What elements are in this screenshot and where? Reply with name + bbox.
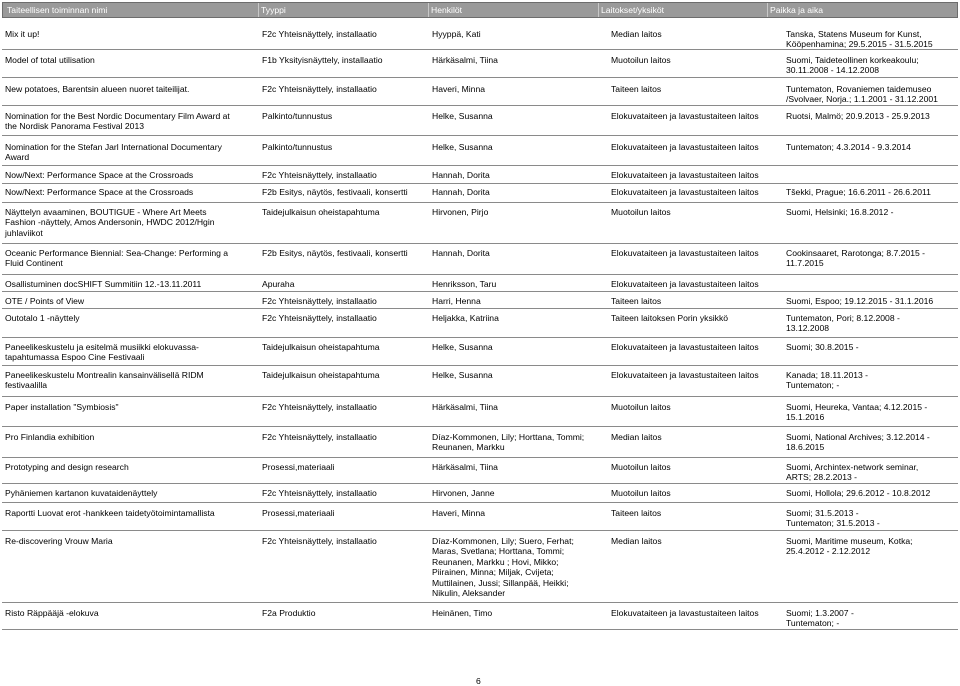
row-persons: Härkäsalmi, Tiina [432, 402, 498, 412]
column-header-type: Tyyppi [258, 3, 286, 17]
row-name: New potatoes, Barentsin alueen nuoret taiteilijat. [5, 84, 190, 94]
row-name: Nomination for the Stefan Jarl International Documentary Award [5, 142, 222, 163]
row-persons: Heljakka, Katriina [432, 313, 499, 323]
row-divider [2, 135, 958, 136]
row-place-time: Tuntematon, Rovaniemen taidemuseo /Svolvaer, Norja.; 1.1.2001 - 31.12.2001 [786, 84, 938, 105]
row-unit: Taiteen laitos [611, 296, 662, 306]
row-place-time: Kanada; 18.11.2013 - Tuntematon; - [786, 370, 869, 391]
row-type: Prosessi,materiaali [262, 462, 335, 472]
row-name: Now/Next: Performance Space at the Crossroads [5, 170, 194, 180]
row-persons: Harri, Henna [432, 296, 481, 306]
row-name: Outotalo 1 -näyttely [5, 313, 80, 323]
row-place-time: Suomi; 30.8.2015 - [786, 342, 859, 352]
row-type: Taidejulkaisun oheistapahtuma [262, 370, 380, 380]
row-divider [2, 165, 958, 166]
row-divider [2, 426, 958, 427]
row-place-time: Suomi, National Archives; 3.12.2014 - 18.6.2015 [786, 432, 930, 453]
row-type: Palkinto/tunnustus [262, 142, 333, 152]
row-persons: Haveri, Minna [432, 84, 486, 94]
row-type: F1b Yksityisnäyttely, installaatio [262, 55, 383, 65]
row-place-time: Ruotsi, Malmö; 20.9.2013 - 25.9.2013 [786, 111, 930, 121]
row-divider [2, 202, 958, 203]
row-divider [2, 483, 958, 484]
row-persons: Hannah, Dorita [432, 248, 490, 258]
row-unit: Elokuvataiteen ja lavastustaiteen laitos [611, 370, 759, 380]
row-divider [2, 308, 958, 309]
column-header-persons: Henkilöt [428, 3, 462, 17]
row-name: Oceanic Performance Biennial: Sea-Change: Performing a Fluid Continent [5, 248, 229, 269]
row-persons: Díaz-Kommonen, Lily; Suero, Ferhat; Maras, Svetlana; Horttana, Tommi; Reunanen, Markku ; Hovi, Mikko; Piirainen, Minna; Miljak, Cvijeta; Muttilainen, Jussi; Sillanpää, Heikki; Nikulin, Aleksander [432, 536, 574, 599]
row-persons: Díaz-Kommonen, Lily; Horttana, Tommi; Reunanen, Markku [432, 432, 585, 453]
row-persons: Hirvonen, Pirjo [432, 207, 489, 217]
row-type: F2c Yhteisnäyttely, installaatio [262, 84, 377, 94]
row-divider [2, 243, 958, 244]
row-divider [2, 105, 958, 106]
row-divider [2, 457, 958, 458]
row-persons: Haveri, Minna [432, 508, 486, 518]
row-unit: Median laitos [611, 432, 662, 442]
row-unit: Elokuvataiteen ja lavastustaiteen laitos [611, 111, 759, 121]
row-type: F2b Esitys, näytös, festivaali, konsertti [262, 187, 408, 197]
row-persons: Hyyppä, Kati [432, 29, 481, 39]
row-unit: Elokuvataiteen ja lavastustaiteen laitos [611, 170, 759, 180]
row-type: Palkinto/tunnustus [262, 111, 333, 121]
row-name: Raportti Luovat erot -hankkeen taidetyötoimintamallista [5, 508, 215, 518]
row-place-time: Suomi, Heureka, Vantaa; 4.12.2015 - 15.1.2016 [786, 402, 928, 423]
row-type: F2c Yhteisnäyttely, installaatio [262, 402, 377, 412]
row-place-time: Suomi, Helsinki; 16.8.2012 - [786, 207, 894, 217]
row-name: Now/Next: Performance Space at the Crossroads [5, 187, 194, 197]
row-name: Osallistuminen docSHIFT Summitiin 12.-13.11.2011 [5, 279, 202, 289]
row-name: Paper installation "Symbiosis" [5, 402, 119, 412]
row-persons: Helke, Susanna [432, 142, 493, 152]
row-type: F2c Yhteisnäyttely, installaatio [262, 170, 377, 180]
row-type: F2c Yhteisnäyttely, installaatio [262, 536, 377, 546]
row-unit: Muotoilun laitos [611, 55, 671, 65]
row-place-time: Suomi, Archintex-network seminar, ARTS; 28.2.2013 - [786, 462, 919, 483]
row-name: Pyhäniemen kartanon kuvataidenäyttely [5, 488, 158, 498]
row-place-time: Suomi; 1.3.2007 - Tuntematon; - [786, 608, 854, 629]
row-place-time: Tuntematon, Pori; 8.12.2008 - 13.12.2008 [786, 313, 900, 334]
row-type: Taidejulkaisun oheistapahtuma [262, 342, 380, 352]
column-header-units: Laitokset/yksiköt [598, 3, 664, 17]
row-place-time: Suomi, Hollola; 29.6.2012 - 10.8.2012 [786, 488, 931, 498]
row-divider [2, 274, 958, 275]
row-name: OTE / Points of View [5, 296, 85, 306]
row-unit: Elokuvataiteen ja lavastustaiteen laitos [611, 142, 759, 152]
row-name: Re-discovering Vrouw Maria [5, 536, 113, 546]
row-name: Paneelikeskustelu Montrealin kansainvälisellä RIDM festivaalilla [5, 370, 204, 391]
row-divider [2, 602, 958, 603]
row-type: F2c Yhteisnäyttely, installaatio [262, 432, 377, 442]
row-unit: Taiteen laitoksen Porin yksikkö [611, 313, 729, 323]
row-type: F2c Yhteisnäyttely, installaatio [262, 296, 377, 306]
row-unit: Elokuvataiteen ja lavastustaiteen laitos [611, 608, 759, 618]
row-persons: Hirvonen, Janne [432, 488, 495, 498]
row-persons: Hannah, Dorita [432, 170, 490, 180]
row-unit: Elokuvataiteen ja lavastustaiteen laitos [611, 248, 759, 258]
row-place-time: Suomi, Taideteollinen korkeakoulu; 30.11.2008 - 14.12.2008 [786, 55, 919, 76]
row-unit: Median laitos [611, 29, 662, 39]
row-unit: Muotoilun laitos [611, 402, 671, 412]
column-header-place-time: Paikka ja aika [767, 3, 823, 17]
row-divider [2, 183, 958, 184]
row-name: Nomination for the Best Nordic Documentary Film Award at the Nordisk Panorama Festival 2013 [5, 111, 230, 132]
row-name: Paneelikeskustelu ja esitelmä musiikki elokuvassa- tapahtumassa Espoo Cine Festivaali [5, 342, 199, 363]
row-name: Risto Räppääjä -elokuva [5, 608, 99, 618]
row-type: F2c Yhteisnäyttely, installaatio [262, 313, 377, 323]
row-persons: Härkäsalmi, Tiina [432, 55, 498, 65]
row-name: Mix it up! [5, 29, 40, 39]
row-persons: Helke, Susanna [432, 342, 493, 352]
row-persons: Härkäsalmi, Tiina [432, 462, 498, 472]
row-type: Taidejulkaisun oheistapahtuma [262, 207, 380, 217]
row-type: F2c Yhteisnäyttely, installaatio [262, 488, 377, 498]
row-type: Prosessi,materiaali [262, 508, 335, 518]
row-divider [2, 365, 958, 366]
row-unit: Elokuvataiteen ja lavastustaiteen laitos [611, 342, 759, 352]
page-number: 6 [476, 676, 481, 686]
row-divider [2, 49, 958, 50]
row-place-time: Suomi, Espoo; 19.12.2015 - 31.1.2016 [786, 296, 934, 306]
row-divider [2, 629, 958, 630]
row-divider [2, 396, 958, 397]
row-unit: Muotoilun laitos [611, 462, 671, 472]
row-place-time: Tanska, Statens Museum for Kunst, Kööpenhamina; 29.5.2015 - 31.5.2015 [786, 29, 933, 50]
row-divider [2, 291, 958, 292]
column-header-name: Taiteellisen toiminnan nimi [7, 5, 108, 15]
row-type: Apuraha [262, 279, 295, 289]
row-name: Näyttelyn avaaminen, BOUTIGUE - Where Art Meets Fashion -näyttely, Amos Andersonin, HWDC 2012/Hgin juhlaviikot [5, 207, 215, 238]
row-persons: Helke, Susanna [432, 370, 493, 380]
row-type: F2a Produktio [262, 608, 316, 618]
row-unit: Elokuvataiteen ja lavastustaiteen laitos [611, 187, 759, 197]
table-header [2, 2, 958, 18]
row-name: Model of total utilisation [5, 55, 95, 65]
row-unit: Elokuvataiteen ja lavastustaiteen laitos [611, 279, 759, 289]
row-persons: Henriksson, Taru [432, 279, 497, 289]
row-persons: Hannah, Dorita [432, 187, 490, 197]
row-unit: Muotoilun laitos [611, 488, 671, 498]
row-place-time: Tšekki, Prague; 16.6.2011 - 26.6.2011 [786, 187, 931, 197]
row-name: Prototyping and design research [5, 462, 129, 472]
row-place-time: Tuntematon; 4.3.2014 - 9.3.2014 [786, 142, 911, 152]
row-place-time: Cookinsaaret, Rarotonga; 8.7.2015 - 11.7.2015 [786, 248, 926, 269]
row-type: F2b Esitys, näytös, festivaali, konsertti [262, 248, 408, 258]
row-divider [2, 502, 958, 503]
row-type: F2c Yhteisnäyttely, installaatio [262, 29, 377, 39]
row-place-time: Suomi, Maritime museum, Kotka; 25.4.2012 - 2.12.2012 [786, 536, 913, 557]
row-persons: Heinänen, Timo [432, 608, 493, 618]
row-persons: Helke, Susanna [432, 111, 493, 121]
row-divider [2, 337, 958, 338]
row-divider [2, 530, 958, 531]
row-unit: Taiteen laitos [611, 508, 662, 518]
row-unit: Median laitos [611, 536, 662, 546]
row-place-time: Suomi; 31.5.2013 - Tuntematon; 31.5.2013 - [786, 508, 880, 529]
row-unit: Taiteen laitos [611, 84, 662, 94]
row-divider [2, 77, 958, 78]
row-name: Pro Finlandia exhibition [5, 432, 95, 442]
row-unit: Muotoilun laitos [611, 207, 671, 217]
